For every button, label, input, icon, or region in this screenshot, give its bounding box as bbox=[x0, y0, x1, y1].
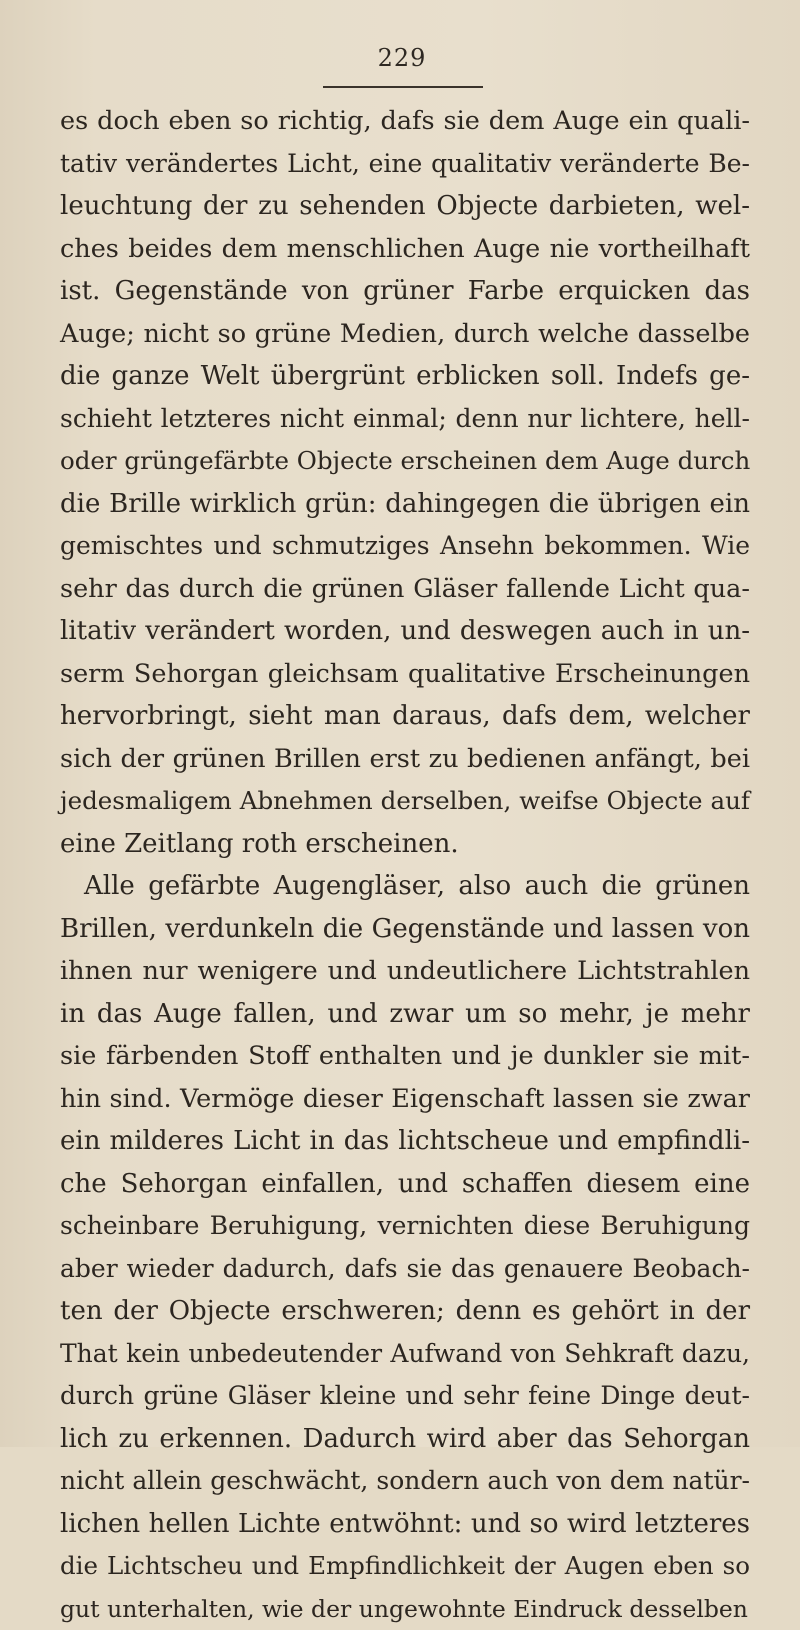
text-line: Auge; nicht so grüne Medien, durch welche dasselbe bbox=[60, 313, 750, 356]
text-line: sich der grünen Brillen erst zu bedienen anfängt, bei bbox=[60, 738, 750, 781]
text-line: scheinbare Beruhigung, vernichten diese Beruhigung bbox=[60, 1205, 750, 1248]
text-line: die Lichtscheu und Empfindlichkeit der Augen eben so bbox=[60, 1545, 750, 1588]
text-line: lichen hellen Lichte entwöhnt: und so wird letzteres bbox=[60, 1503, 750, 1546]
text-line: oder grüngefärbte Objecte erscheinen dem Auge durch bbox=[60, 440, 750, 483]
text-line: tativ verändertes Licht, eine qualitativ veränderte Be- bbox=[60, 143, 750, 186]
text-line: hin sind. Vermöge dieser Eigenschaft lassen sie zwar bbox=[60, 1078, 750, 1121]
text-line: Brillen, verdunkeln die Gegenstände und lassen von bbox=[60, 908, 750, 951]
text-line: durch grüne Gläser kleine und sehr feine Dinge deut- bbox=[60, 1375, 750, 1418]
text-line: die ganze Welt übergrünt erblicken soll. Indefs ge- bbox=[60, 355, 750, 398]
text-line: jedesmaligem Abnehmen derselben, weifse Objecte auf bbox=[60, 780, 750, 823]
text-line: schieht letzteres nicht einmal; denn nur lichtere, hell- bbox=[60, 398, 750, 441]
text-line: serm Sehorgan gleichsam qualitative Erscheinungen bbox=[60, 653, 750, 696]
text-line: gemischtes und schmutziges Ansehn bekommen. Wie bbox=[60, 525, 750, 568]
text-line: sehr das durch die grünen Gläser fallende Licht qua- bbox=[60, 568, 750, 611]
text-line: nicht allein geschwächt, sondern auch von dem natür- bbox=[60, 1460, 750, 1503]
text-line: ches beides dem menschlichen Auge nie vortheilhaft bbox=[60, 228, 750, 271]
text-line: aber wieder dadurch, dafs sie das genauere Beobach- bbox=[60, 1248, 750, 1291]
page-number: 229 bbox=[372, 44, 432, 72]
text-line: die Brille wirklich grün: dahingegen die übrigen ein bbox=[60, 483, 750, 526]
text-line: ihnen nur wenigere und undeutlichere Lichtstrahlen bbox=[60, 950, 750, 993]
body-text bbox=[60, 100, 750, 1630]
text-line: sie färbenden Stoff enthalten und je dunkler sie mit- bbox=[60, 1035, 750, 1078]
text-line: gut unterhalten, wie der ungewohnte Eindruck desselben bbox=[60, 1588, 750, 1630]
text-line: That kein unbedeutender Aufwand von Sehkraft dazu, bbox=[60, 1333, 750, 1376]
text-line: ist. Gegenstände von grüner Farbe erquicken das bbox=[60, 270, 750, 313]
text-line: che Sehorgan einfallen, und schaffen diesem eine bbox=[60, 1163, 750, 1206]
text-line: es doch eben so richtig, dafs sie dem Auge ein quali- bbox=[60, 100, 750, 143]
text-line: eine Zeitlang roth erscheinen. bbox=[60, 823, 750, 866]
text-line: in das Auge fallen, und zwar um so mehr, je mehr bbox=[60, 993, 750, 1036]
text-line: Alle gefärbte Augengläser, also auch die grünen bbox=[60, 865, 750, 908]
text-line: litativ verändert worden, und deswegen auch in un- bbox=[60, 610, 750, 653]
text-line: leuchtung der zu sehenden Objecte darbieten, wel- bbox=[60, 185, 750, 228]
header-rule bbox=[323, 86, 483, 88]
text-line: ten der Objecte erschweren; denn es gehört in der bbox=[60, 1290, 750, 1333]
text-line: ein milderes Licht in das lichtscheue und empfindli- bbox=[60, 1120, 750, 1163]
text-line: hervorbringt, sieht man daraus, dafs dem, welcher bbox=[60, 695, 750, 738]
text-line: lich zu erkennen. Dadurch wird aber das Sehorgan bbox=[60, 1418, 750, 1461]
